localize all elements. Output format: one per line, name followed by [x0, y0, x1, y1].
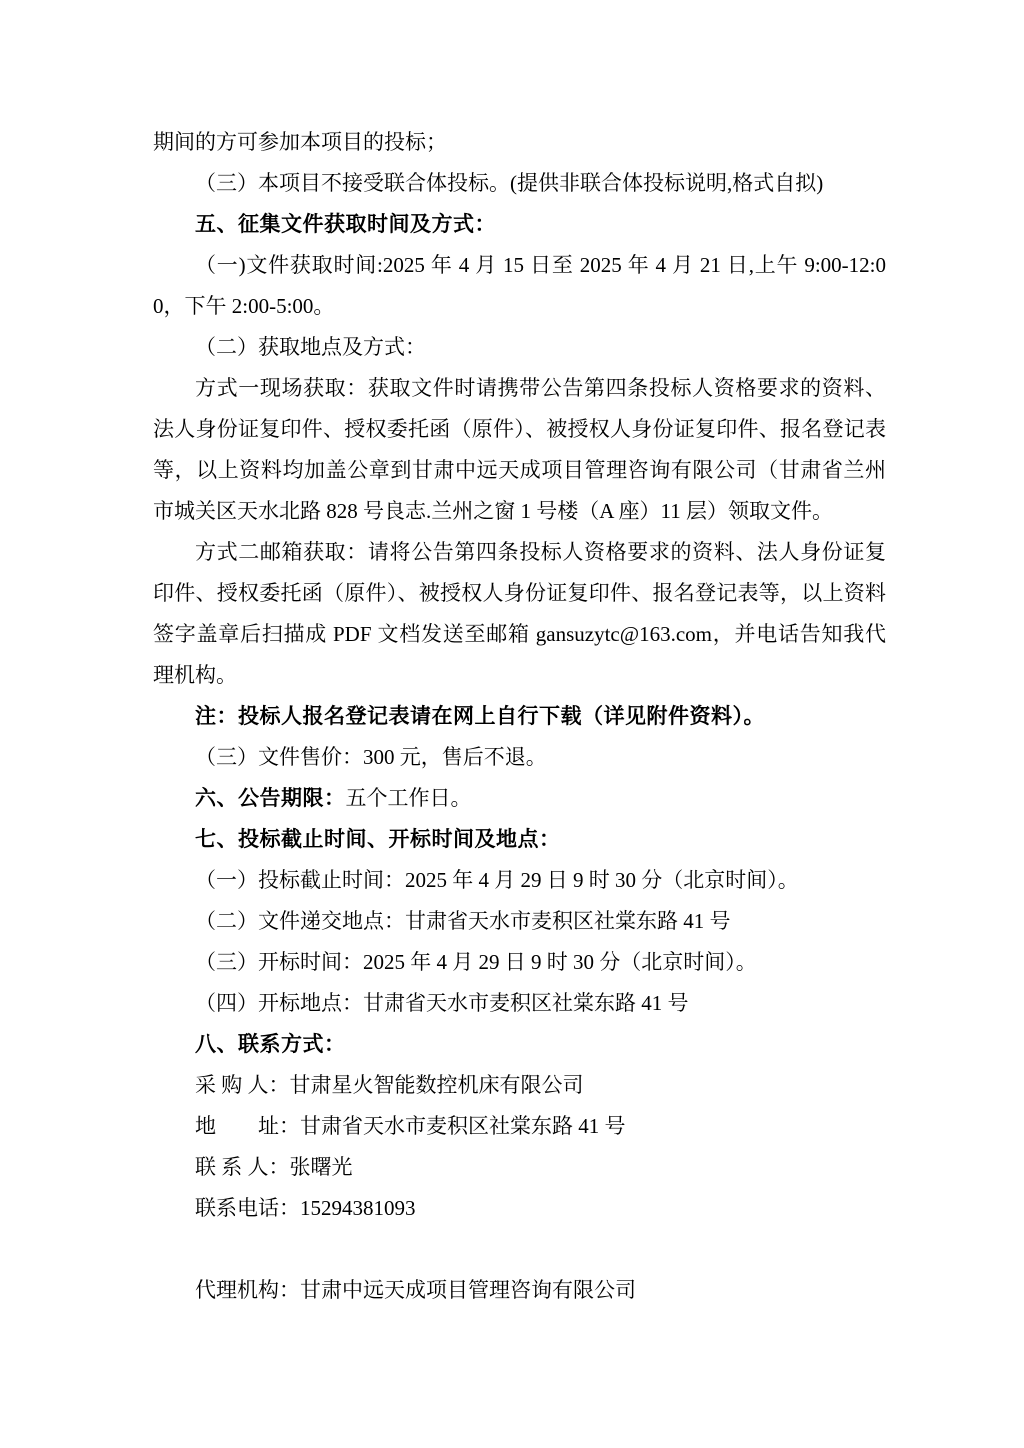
para-contact-phone-text-0: 联系电话：15294381093	[195, 1196, 416, 1220]
para-contact-phone	[153, 1188, 886, 1229]
para-submission-location	[153, 901, 886, 942]
para-method-1-onsite-text-0: 方式一现场获取：获取文件时请携带公告第四条投标人资格要求的资料、法人身份证复印件、授权委托函（原件）、被授权人身份证复印件、报名登记表等，以上资料均加盖公章到甘肃中远天成项目管理咨询有限公司（甘肃省兰州市城关区天水北路 828 号良志.兰州之窗 1 号楼（A 座）11 层）领取文件。	[153, 376, 886, 523]
para-announcement-period-text-0: 六、公告期限：	[195, 787, 346, 810]
para-eligibility-continuation	[153, 122, 886, 163]
para-no-consortium-bids	[153, 163, 886, 204]
para-bid-opening-time	[153, 942, 886, 983]
para-bid-deadline-text-0: （一）投标截止时间：2025 年 4 月 29 日 9 时 30 分（北京时间）。	[195, 868, 799, 892]
para-bid-opening-location-text-0: （四）开标地点：甘肃省天水市麦积区社棠东路 41 号	[195, 991, 689, 1015]
heading-section-8-contact-text-0: 八、联系方式：	[195, 1033, 346, 1056]
para-note-registration-form-download-text-0: 注：投标人报名登记表请在网上自行下载（详见附件资料）。	[195, 705, 765, 728]
para-document-price-text-0: （三）文件售价：300 元，售后不退。	[195, 745, 547, 769]
para-note-registration-form-download	[153, 696, 886, 737]
para-eligibility-continuation-text-0: 期间的方可参加本项目的投标；	[153, 130, 447, 154]
heading-section-8-contact	[153, 1024, 886, 1065]
para-acquisition-time-text-0: （一)文件获取时间:2025 年 4 月 15 日至 2025 年 4 月 21 日,上午 9:00-12:00，下午 2:00-5:00。	[153, 253, 886, 318]
heading-section-5-document-acquisition-text-0: 五、征集文件获取时间及方式：	[195, 213, 496, 236]
para-agency	[153, 1270, 886, 1311]
para-contact-person	[153, 1147, 886, 1188]
para-purchaser	[153, 1065, 886, 1106]
para-method-2-email	[153, 532, 886, 696]
para-announcement-period	[153, 778, 886, 819]
para-submission-location-text-0: （二）文件递交地点：甘肃省天水市麦积区社棠东路 41 号	[195, 909, 731, 933]
para-purchaser-address	[153, 1106, 886, 1147]
para-no-consortium-bids-text-0: （三）本项目不接受联合体投标。(提供非联合体投标说明,格式自拟)	[195, 171, 824, 195]
para-acquisition-location-method	[153, 327, 886, 368]
para-acquisition-location-method-text-0: （二）获取地点及方式：	[195, 335, 426, 359]
heading-section-5-document-acquisition	[153, 204, 886, 245]
para-method-1-onsite	[153, 368, 886, 532]
para-purchaser-address-text-0: 地 址：甘肃省天水市麦积区社棠东路 41 号	[195, 1114, 626, 1138]
para-bid-deadline	[153, 860, 886, 901]
heading-section-7-deadline-opening-text-0: 七、投标截止时间、开标时间及地点：	[195, 828, 561, 851]
para-method-2-email-text-0: 方式二邮箱获取：请将公告第四条投标人资格要求的资料、法人身份证复印件、授权委托函（原件）、被授权人身份证复印件、报名登记表等，以上资料签字盖章后扫描成 PDF 文档发送至邮箱 gansuzytc@163.com，并电话告知我代理机构。	[153, 540, 886, 687]
heading-section-7-deadline-opening	[153, 819, 886, 860]
document-content	[153, 122, 886, 1311]
para-acquisition-time	[153, 245, 886, 327]
para-contact-person-text-0: 联 系 人：张曙光	[195, 1155, 353, 1179]
para-bid-opening-location	[153, 983, 886, 1024]
para-purchaser-text-0: 采 购 人：甘肃星火智能数控机床有限公司	[195, 1073, 584, 1097]
para-document-price	[153, 737, 886, 778]
para-announcement-period-text-1: 五个工作日。	[345, 786, 472, 810]
para-agency-text-0: 代理机构：甘肃中远天成项目管理咨询有限公司	[195, 1278, 636, 1302]
para-bid-opening-time-text-0: （三）开标时间：2025 年 4 月 29 日 9 时 30 分（北京时间）。	[195, 950, 757, 974]
